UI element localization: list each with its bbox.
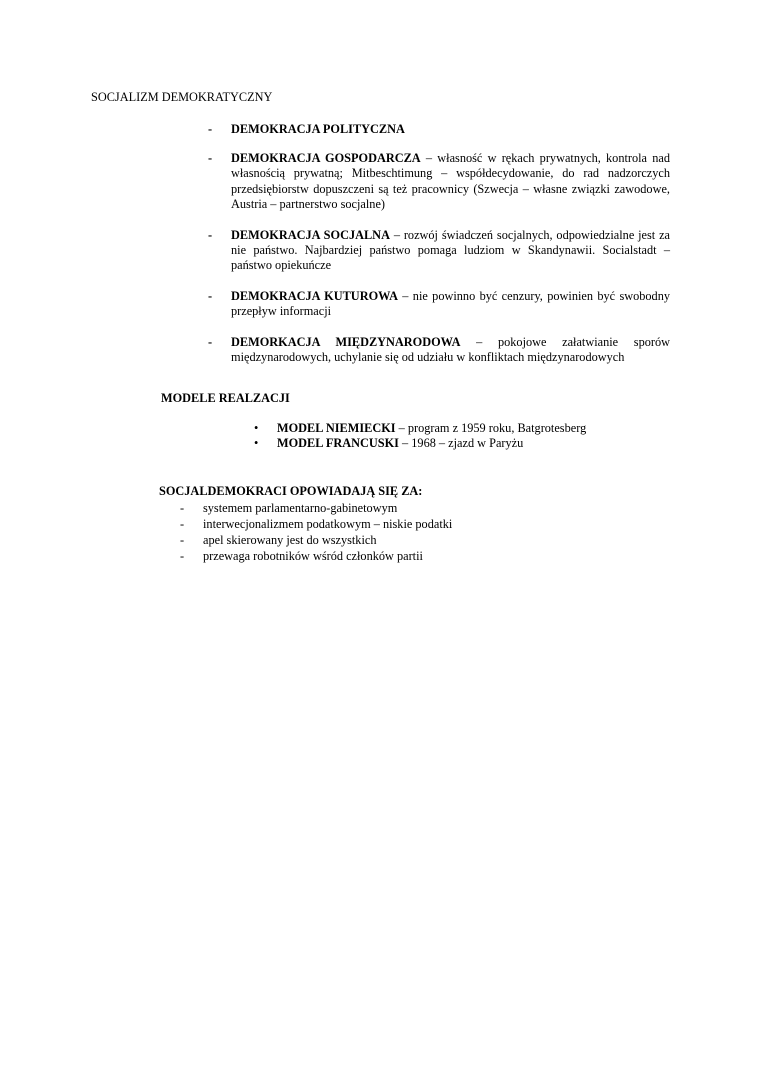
list-item [208, 289, 670, 319]
dash-marker: - [208, 227, 213, 242]
dash-marker: - [180, 517, 185, 531]
item-text: – program z 1959 roku, Batgrotesberg [395, 421, 587, 435]
item-text: systemem parlamentarno-gabinetowym [203, 501, 398, 515]
item-text: przewaga robotników wśród członków partii [203, 549, 423, 563]
socjaldemokraci-list [180, 500, 660, 564]
list-item [254, 421, 674, 436]
list-item [254, 436, 674, 451]
item-heading: DEMOKRACJA KUTUROWA [231, 288, 398, 303]
list-item [208, 151, 670, 212]
dash-marker: - [180, 501, 185, 515]
item-heading: MODEL FRANCUSKI [277, 436, 399, 451]
dash-marker: - [208, 151, 213, 166]
modele-list [254, 421, 674, 451]
dash-marker: - [208, 122, 213, 136]
item-text: apel skierowany jest do wszystkich [203, 533, 377, 547]
bullet-icon: • [254, 421, 259, 435]
item-text: – rozwój świadczeń socjalnych, odpowiedzialne jest za nie państwo. Najbardziej państwo pomaga ludziom w Skandynawii. Socialstadt – państwo opiekuńcze [231, 227, 670, 272]
list-item [180, 500, 660, 516]
dash-marker: - [208, 288, 213, 303]
item-heading: MODEL NIEMIECKI [277, 421, 396, 435]
item-text: – nie powinno być cenzury, powinien być swobodny przepływ informacji [231, 288, 671, 318]
item-heading: DEMORKACJA MIĘDZYNARODOWA [231, 334, 461, 349]
bullet-icon: • [254, 436, 259, 451]
item-heading: DEMOKRACJA GOSPODARCZA [231, 151, 421, 166]
dash-marker: - [180, 533, 185, 547]
item-text: – 1968 – zjazd w Paryżu [398, 436, 524, 451]
item-heading: DEMOKRACJA POLITYCZNA [231, 122, 405, 136]
section-title-modele: MODELE REALZACJI [161, 391, 290, 405]
item-text: – własność w rękach prywatnych, kontrola nad własnością prywatną; Mitbeschtimung – współdecydowanie, do rad nadzorczych przedsiębiorstw dopuszczeni są też pracownicy (Szwecja – własne związki zawodowe, Austria – partnerstwo socjalne) [231, 151, 670, 211]
item-text: – pokojowe załatwianie sporów międzynarodowych, uchylanie się od udziału w konfliktach międzynarodowych [231, 334, 670, 364]
item-heading: DEMOKRACJA SOCJALNA [231, 227, 390, 242]
list-item [180, 516, 660, 532]
document-title: SOCJALIZM DEMOKRATYCZNY [91, 90, 273, 104]
list-item [208, 122, 670, 137]
dash-marker: - [180, 549, 185, 563]
section-title-socjaldemokraci: SOCJALDEMOKRACI OPOWIADAJĄ SIĘ ZA: [159, 484, 423, 498]
dash-marker: - [208, 334, 213, 349]
list-item [208, 228, 670, 274]
list-item [208, 335, 670, 365]
item-text: interwecjonalizmem podatkowym – niskie podatki [203, 517, 453, 531]
list-item [180, 548, 660, 564]
democracy-list [208, 120, 670, 380]
list-item [180, 532, 660, 548]
